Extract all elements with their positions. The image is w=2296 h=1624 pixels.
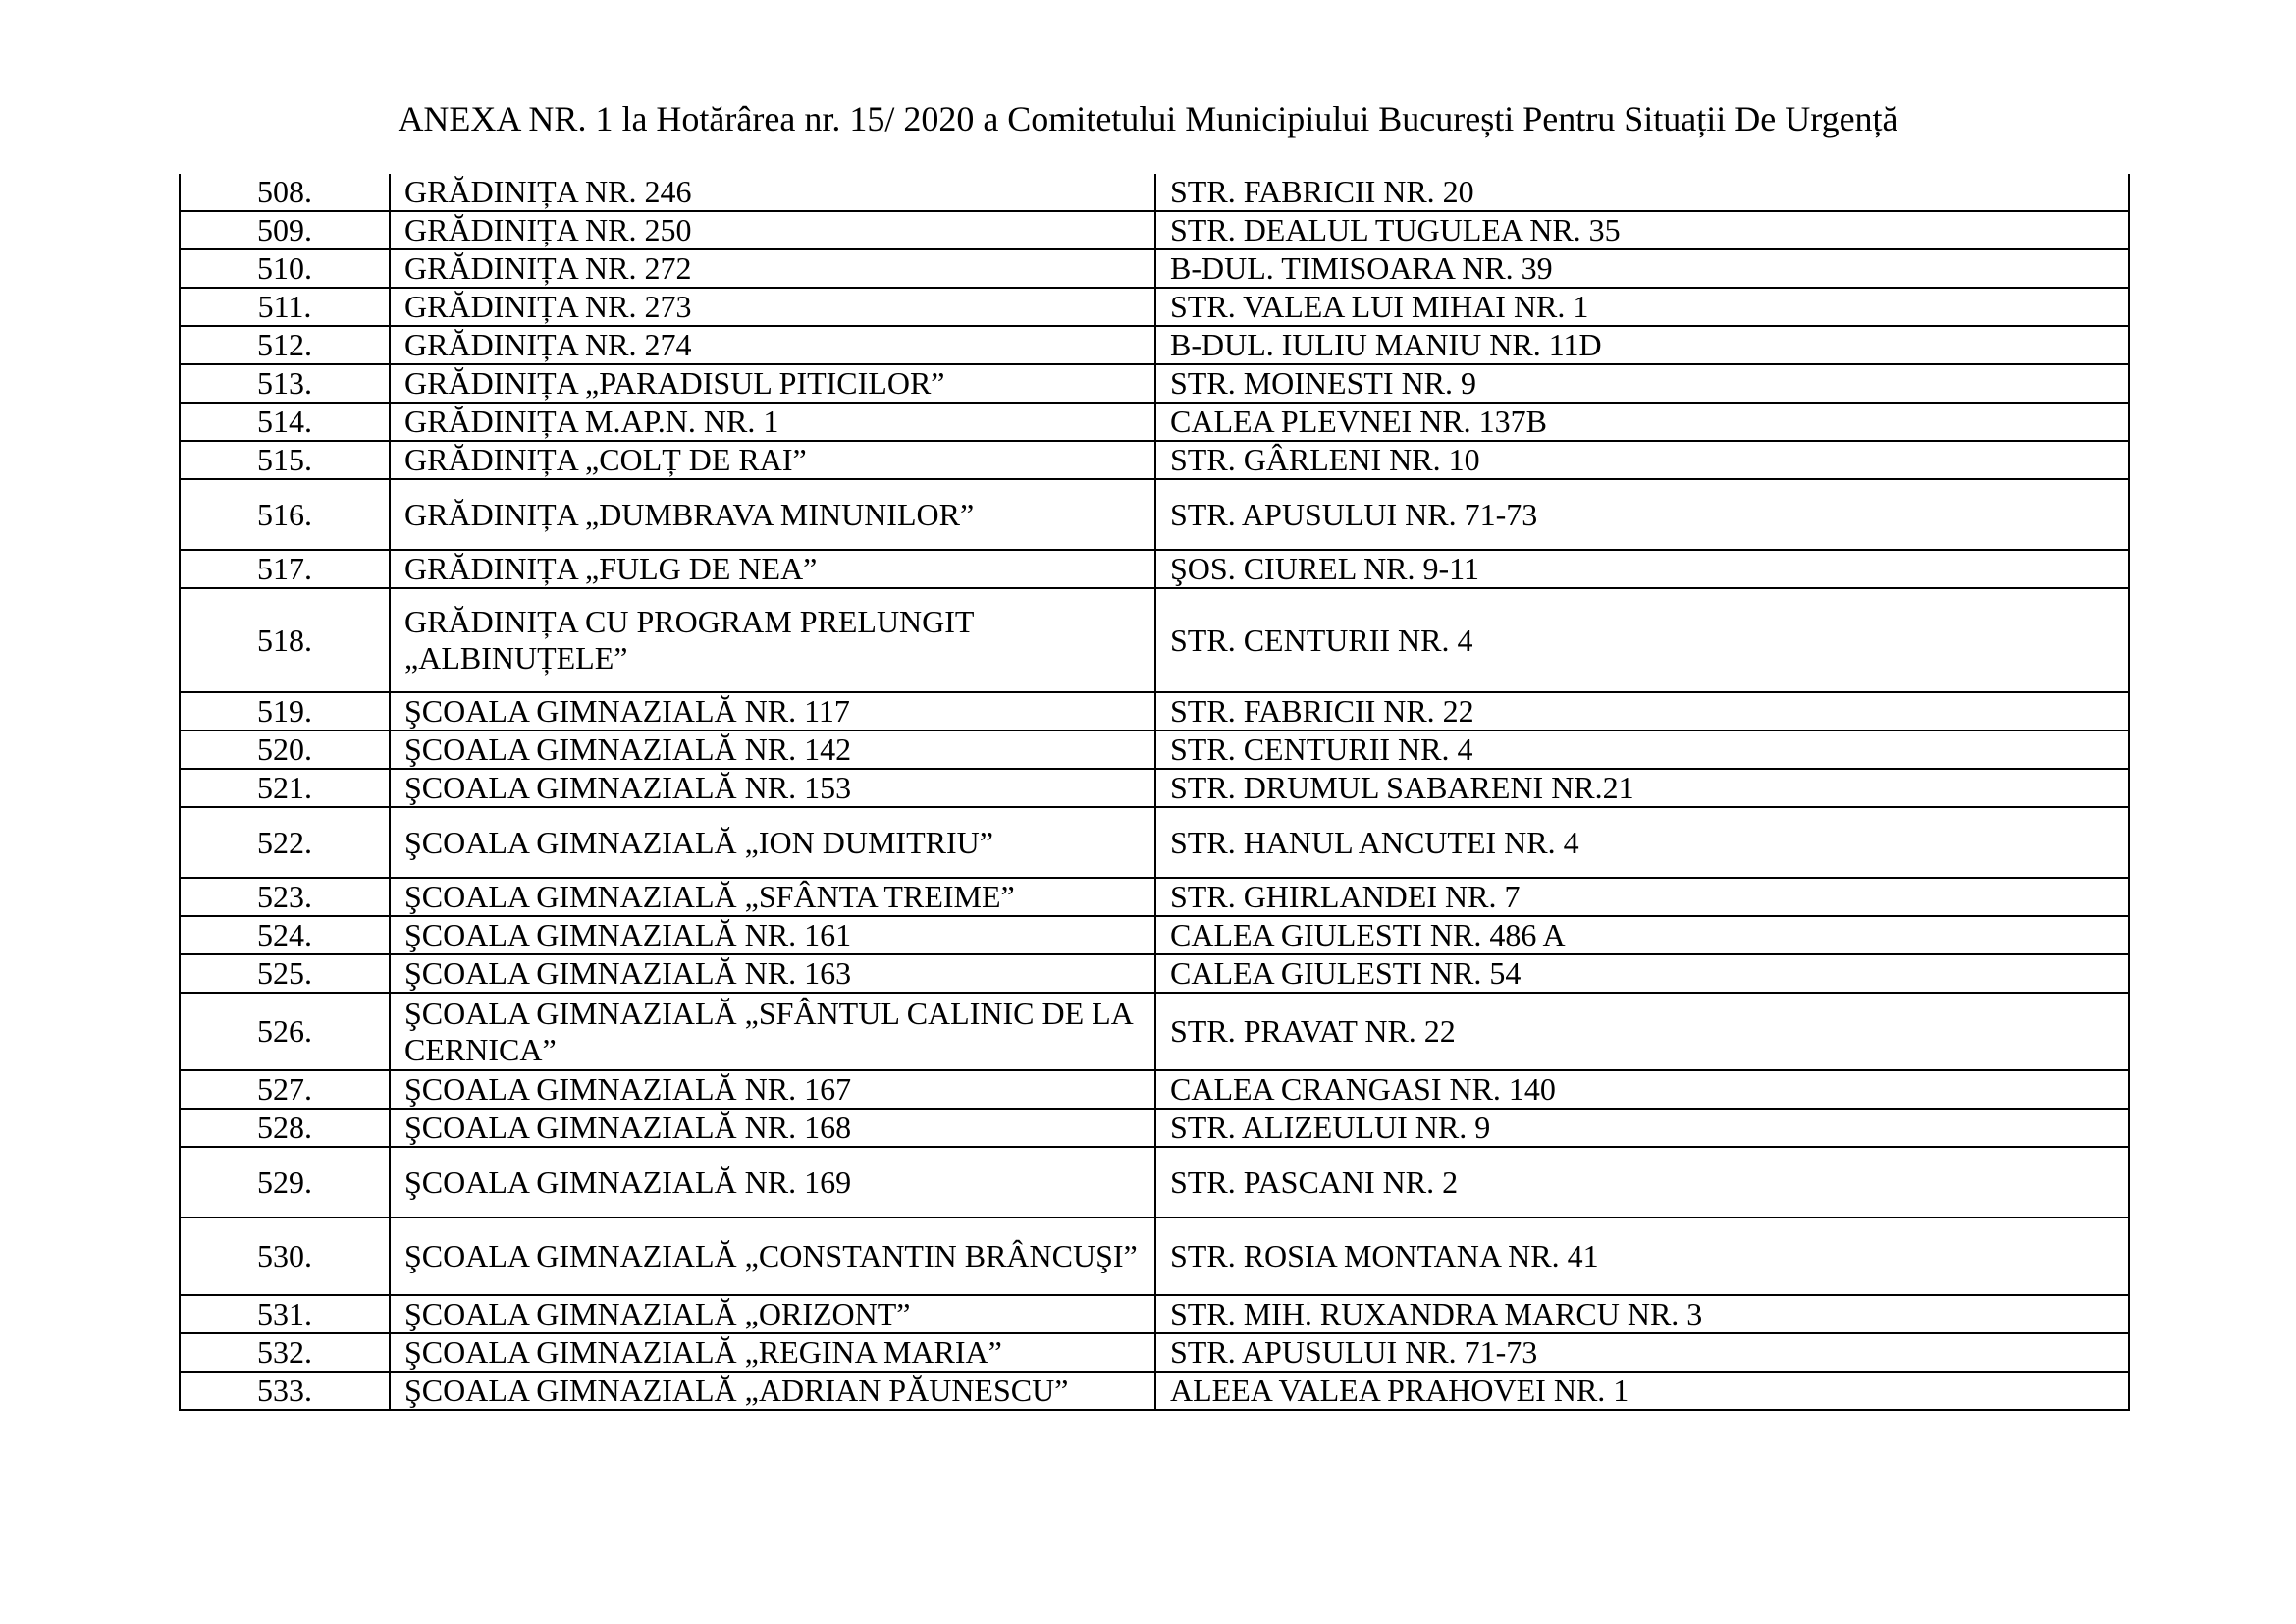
institution-address: ŞOS. CIUREL NR. 9-11: [1155, 550, 2129, 588]
institution-name: ŞCOALA GIMNAZIALĂ NR. 169: [390, 1147, 1155, 1218]
table-row: [180, 288, 2129, 326]
table-row: [180, 249, 2129, 288]
row-number: 528.: [180, 1109, 390, 1147]
institution-name: ŞCOALA GIMNAZIALĂ NR. 153: [390, 769, 1155, 807]
row-number: 521.: [180, 769, 390, 807]
row-number: 524.: [180, 916, 390, 954]
institution-address: STR. APUSULUI NR. 71-73: [1155, 479, 2129, 550]
institution-name: GRĂDINIȚA „FULG DE NEA”: [390, 550, 1155, 588]
row-number: 533.: [180, 1372, 390, 1410]
table-row: [180, 403, 2129, 441]
institution-name: ŞCOALA GIMNAZIALĂ „CONSTANTIN BRÂNCUŞI”: [390, 1218, 1155, 1295]
institution-address: STR. ALIZEULUI NR. 9: [1155, 1109, 2129, 1147]
table-row: [180, 1295, 2129, 1333]
row-number: 522.: [180, 807, 390, 878]
row-number: 515.: [180, 441, 390, 479]
row-number: 532.: [180, 1333, 390, 1372]
institution-name: ŞCOALA GIMNAZIALĂ NR. 163: [390, 954, 1155, 993]
institution-name: ŞCOALA GIMNAZIALĂ NR. 167: [390, 1070, 1155, 1109]
table-row: [180, 174, 2129, 211]
institution-name: GRĂDINIȚA „DUMBRAVA MINUNILOR”: [390, 479, 1155, 550]
institution-name: ŞCOALA GIMNAZIALĂ „ORIZONT”: [390, 1295, 1155, 1333]
table-row: [180, 916, 2129, 954]
row-number: 526.: [180, 993, 390, 1070]
table-row: [180, 1218, 2129, 1295]
institution-address: STR. CENTURII NR. 4: [1155, 588, 2129, 692]
table-row: [180, 211, 2129, 249]
row-number: 510.: [180, 249, 390, 288]
institution-address: STR. MOINESTI NR. 9: [1155, 364, 2129, 403]
table-row: [180, 692, 2129, 731]
institution-address: CALEA GIULESTI NR. 54: [1155, 954, 2129, 993]
table-row: [180, 1147, 2129, 1218]
row-number: 512.: [180, 326, 390, 364]
institution-address: CALEA CRANGASI NR. 140: [1155, 1070, 2129, 1109]
institution-address: CALEA GIULESTI NR. 486 A: [1155, 916, 2129, 954]
table-row: [180, 1109, 2129, 1147]
institution-name: ŞCOALA GIMNAZIALĂ NR. 161: [390, 916, 1155, 954]
institution-address: STR. GHIRLANDEI NR. 7: [1155, 878, 2129, 916]
row-number: 508.: [180, 174, 390, 211]
institution-address: ALEEA VALEA PRAHOVEI NR. 1: [1155, 1372, 2129, 1410]
institution-address: STR. GÂRLENI NR. 10: [1155, 441, 2129, 479]
institution-address: STR. ROSIA MONTANA NR. 41: [1155, 1218, 2129, 1295]
institution-address: STR. MIH. RUXANDRA MARCU NR. 3: [1155, 1295, 2129, 1333]
row-number: 531.: [180, 1295, 390, 1333]
row-number: 529.: [180, 1147, 390, 1218]
row-number: 518.: [180, 588, 390, 692]
table-row: [180, 993, 2129, 1070]
institution-address: STR. DEALUL TUGULEA NR. 35: [1155, 211, 2129, 249]
institution-address: STR. HANUL ANCUTEI NR. 4: [1155, 807, 2129, 878]
institution-address: CALEA PLEVNEI NR. 137B: [1155, 403, 2129, 441]
row-number: 523.: [180, 878, 390, 916]
table-row: [180, 1372, 2129, 1410]
table-row: [180, 1070, 2129, 1109]
table-row: [180, 588, 2129, 692]
institution-name: ŞCOALA GIMNAZIALĂ „SFÂNTA TREIME”: [390, 878, 1155, 916]
row-number: 509.: [180, 211, 390, 249]
institution-address: STR. FABRICII NR. 20: [1155, 174, 2129, 211]
institution-address: STR. FABRICII NR. 22: [1155, 692, 2129, 731]
table-row: [180, 769, 2129, 807]
table-row: [180, 479, 2129, 550]
institution-name: GRĂDINIȚA CU PROGRAM PRELUNGIT „ALBINUȚELE”: [390, 588, 1155, 692]
page-title: ANEXA NR. 1 la Hotărârea nr. 15/ 2020 a Comitetului Municipiului București Pentru Situații De Urgență: [398, 99, 1898, 138]
institution-address: STR. DRUMUL SABARENI NR.21: [1155, 769, 2129, 807]
row-number: 517.: [180, 550, 390, 588]
institution-name: GRĂDINIȚA NR. 273: [390, 288, 1155, 326]
row-number: 511.: [180, 288, 390, 326]
institution-address: STR. CENTURII NR. 4: [1155, 731, 2129, 769]
institution-address: B-DUL. TIMISOARA NR. 39: [1155, 249, 2129, 288]
institution-address: STR. PASCANI NR. 2: [1155, 1147, 2129, 1218]
row-number: 513.: [180, 364, 390, 403]
row-number: 519.: [180, 692, 390, 731]
institution-address: STR. APUSULUI NR. 71-73: [1155, 1333, 2129, 1372]
table-row: [180, 1333, 2129, 1372]
table-body: [180, 174, 2129, 1410]
institution-name: GRĂDINIȚA NR. 272: [390, 249, 1155, 288]
table-row: [180, 364, 2129, 403]
institution-address: STR. VALEA LUI MIHAI NR. 1: [1155, 288, 2129, 326]
institution-name: ŞCOALA GIMNAZIALĂ „ION DUMITRIU”: [390, 807, 1155, 878]
institution-name: ŞCOALA GIMNAZIALĂ „REGINA MARIA”: [390, 1333, 1155, 1372]
institution-address: STR. PRAVAT NR. 22: [1155, 993, 2129, 1070]
table-row: [180, 807, 2129, 878]
row-number: 530.: [180, 1218, 390, 1295]
institution-name: GRĂDINIȚA „PARADISUL PITICILOR”: [390, 364, 1155, 403]
institution-name: ŞCOALA GIMNAZIALĂ NR. 168: [390, 1109, 1155, 1147]
table-row: [180, 878, 2129, 916]
table-row: [180, 954, 2129, 993]
institution-name: GRĂDINIȚA NR. 246: [390, 174, 1155, 211]
institution-address: B-DUL. IULIU MANIU NR. 11D: [1155, 326, 2129, 364]
institution-name: GRĂDINIȚA NR. 250: [390, 211, 1155, 249]
table-row: [180, 731, 2129, 769]
table-row: [180, 326, 2129, 364]
table-row: [180, 550, 2129, 588]
institution-name: ŞCOALA GIMNAZIALĂ NR. 117: [390, 692, 1155, 731]
row-number: 525.: [180, 954, 390, 993]
institution-name: GRĂDINIȚA NR. 274: [390, 326, 1155, 364]
row-number: 527.: [180, 1070, 390, 1109]
institution-name: ŞCOALA GIMNAZIALĂ NR. 142: [390, 731, 1155, 769]
institution-name: ŞCOALA GIMNAZIALĂ „SFÂNTUL CALINIC DE LA CERNICA”: [390, 993, 1155, 1070]
row-number: 520.: [180, 731, 390, 769]
annex-table: [179, 174, 2130, 1411]
row-number: 514.: [180, 403, 390, 441]
institution-name: ŞCOALA GIMNAZIALĂ „ADRIAN PĂUNESCU”: [390, 1372, 1155, 1410]
row-number: 516.: [180, 479, 390, 550]
table-row: [180, 441, 2129, 479]
institution-name: GRĂDINIȚA „COLȚ DE RAI”: [390, 441, 1155, 479]
institution-name: GRĂDINIȚA M.AP.N. NR. 1: [390, 403, 1155, 441]
